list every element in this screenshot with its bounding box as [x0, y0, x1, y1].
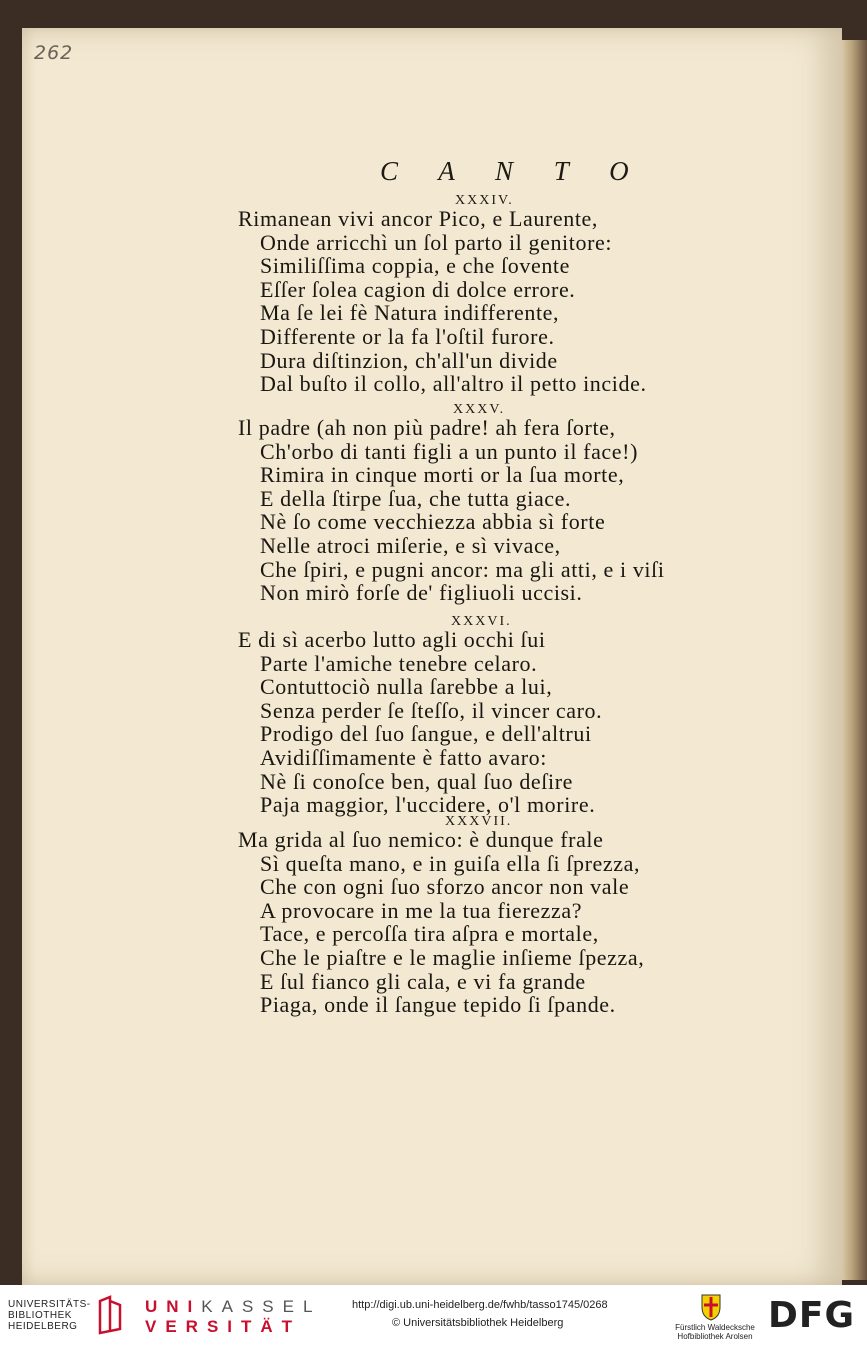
verse-line: E ſul fianco gli cala, e vi fa grande — [260, 968, 586, 994]
verse-line: Ma ſe lei fè Natura indifferente, — [260, 300, 560, 326]
arolsen-label — [672, 1323, 758, 1341]
verse-line: Non mirò forſe de' figliuoli uccisi. — [260, 580, 583, 606]
uni-heidelberg-line: HEIDELBERG — [8, 1321, 78, 1332]
dfg-logo[interactable]: DFG — [768, 1295, 856, 1336]
arolsen-line: Fürstlich Waldecksche — [675, 1323, 755, 1332]
uni-heidelberg-line: UNIVERSITÄTS- — [8, 1299, 91, 1310]
verse-line: Sì queſta mano, e in guiſa ella ſi ſprezza, — [260, 850, 641, 876]
page-edge — [842, 40, 867, 1280]
verse-line: Dal buſto il collo, all'altro il petto incide. — [260, 371, 647, 397]
verse-line: Senza perder ſe ſteſſo, il vincer caro. — [260, 697, 603, 723]
verse-line: E di sì acerbo lutto agli occhi ſui — [238, 627, 546, 652]
verse-line: Onde arricchì un ſol parto il genitore: — [260, 229, 613, 255]
verse-line: Similiſſima coppia, e che ſovente — [260, 253, 570, 279]
verse-line: Nelle atroci miſerie, e sì vivace, — [260, 533, 561, 558]
verse-line: Avidiſſimamente è fatto avaro: — [260, 745, 547, 770]
verse-line: Eſſer ſolea cagion di dolce errore. — [260, 276, 576, 302]
verse-line: Contuttociò nulla ſarebbe a lui, — [260, 674, 553, 700]
verse-line: Ch'orbo di tanti figli a un punto il face!) — [260, 438, 639, 464]
verse-line: Rimanean vivi ancor Pico, e Laurente, — [238, 206, 599, 231]
verse-line: Prodigo del ſuo ſangue, e dell'altrui — [260, 721, 592, 747]
verse-line: Ma grida al ſuo nemico: è dunque frale — [238, 827, 604, 852]
verse-line: Che con ogni ſuo sforzo ancor non vale — [260, 874, 630, 900]
verse-line: Tace, e percoſſa tira aſpra e mortale, — [260, 921, 599, 947]
footer-bar — [0, 1285, 867, 1347]
uni-heidelberg-line: BIBLIOTHEK — [8, 1310, 72, 1321]
stanza-number: XXXVI. — [451, 614, 512, 629]
uni-kassel-logo[interactable] — [145, 1297, 322, 1336]
stanza-number: XXXV. — [453, 402, 506, 417]
copyright-text: © Universitätsbibliothek Heidelberg — [392, 1317, 564, 1329]
verse-line: Piaga, onde il ſangue tepido ſi ſpande. — [260, 992, 616, 1018]
verse-line: Che le piaſtre e le maglie inſieme ſpezza, — [260, 945, 645, 970]
arolsen-line: Hofbibliothek Arolsen — [677, 1332, 753, 1341]
source-url-link[interactable]: http://digi.ub.uni-heidelberg.de/fwhb/tasso1745/0268 — [352, 1299, 608, 1311]
arolsen-crest-icon — [700, 1291, 722, 1321]
verse-line: Nè ſi conoſce ben, qual ſuo deſire — [260, 768, 574, 794]
verse-line: Paja maggior, l'uccidere, o'l morire. — [260, 792, 596, 818]
uni-heidelberg-logo-icon[interactable] — [96, 1295, 122, 1335]
kassel-row-1: UNIKASSEL — [145, 1297, 322, 1316]
stanza-number: XXXVII. — [445, 814, 513, 829]
verse-line: Che ſpiri, e pugni ancor: ma gli atti, e i viſi — [260, 556, 665, 582]
verse-line: A provocare in me la tua fierezza? — [260, 897, 583, 923]
uni-heidelberg-label[interactable] — [8, 1299, 91, 1332]
verse-line: E della ſtirpe ſua, che tutta giace. — [260, 485, 572, 511]
page-number: 262 — [34, 42, 74, 64]
verse-line: Dura diſtinzion, ch'all'un divide — [260, 347, 558, 373]
stanza-number: XXXIV. — [455, 193, 514, 208]
verse-line: Nè ſo come vecchiezza abbia sì forte — [260, 509, 606, 535]
verse-line: Il padre (ah non più padre! ah fera ſorte, — [238, 415, 616, 440]
verse-line: Parte l'amiche tenebre celaro. — [260, 650, 538, 676]
kassel-row-2: VERSITÄT — [145, 1317, 302, 1336]
verse-line: Rimira in cinque morti or la ſua morte, — [260, 462, 625, 488]
verse-line: Differente or la fa l'oſtil furore. — [260, 324, 555, 349]
canto-heading: C A N T O — [380, 156, 646, 186]
